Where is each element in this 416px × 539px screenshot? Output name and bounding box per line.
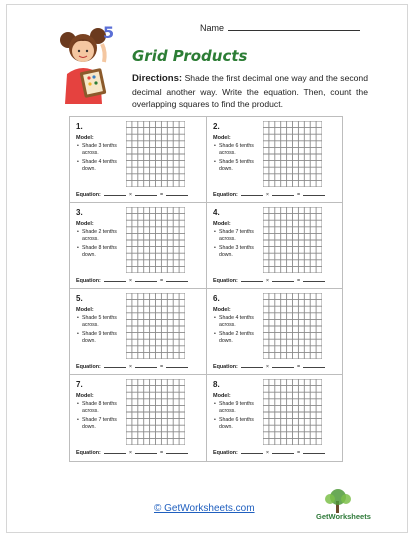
problem-number: 5. — [76, 294, 83, 303]
equation-blank-3[interactable] — [303, 449, 325, 454]
equation-blank-1[interactable] — [241, 363, 263, 368]
equation-blank-2[interactable] — [272, 449, 294, 454]
instruction-across-text: Shade 7 tenths across. — [219, 229, 254, 242]
instruction-down-text: Shade 8 tenths down. — [82, 245, 117, 258]
instruction-across-text: Shade 9 tenths across. — [219, 401, 254, 414]
hundred-grid[interactable] — [126, 293, 185, 359]
model-label: Model: — [76, 307, 94, 313]
hundred-grid[interactable] — [263, 293, 322, 359]
equation-blank-1[interactable] — [104, 277, 126, 282]
equation-blank-3[interactable] — [303, 363, 325, 368]
equals-symbol: = — [297, 450, 301, 456]
equation-blank-1[interactable] — [241, 277, 263, 282]
equation-blank-1[interactable] — [241, 191, 263, 196]
directions-text — [132, 72, 368, 111]
instruction-across: • Shade 2 tenths across. — [77, 229, 127, 243]
equation-line — [76, 277, 191, 284]
instruction-across: • Shade 6 tenths across. — [214, 143, 264, 157]
instruction-across-text: Shade 6 tenths across. — [219, 143, 254, 156]
problem-number: 8. — [213, 380, 220, 389]
instruction-across: • Shade 4 tenths across. — [214, 315, 264, 329]
times-symbol: × — [128, 450, 133, 456]
directions-label: Directions: — [132, 73, 183, 84]
instruction-across-text: Shade 3 tenths across. — [82, 143, 117, 156]
worksheet-title: Grid Products — [132, 47, 248, 65]
equation-blank-3[interactable] — [166, 449, 188, 454]
equation-blank-3[interactable] — [166, 363, 188, 368]
instruction-down: • Shade 4 tenths down. — [77, 159, 127, 173]
instruction-across-text: Shade 2 tenths across. — [82, 229, 117, 242]
instruction-across: • Shade 8 tenths across. — [77, 401, 127, 415]
problem-cell — [70, 203, 206, 289]
equation-line — [76, 363, 191, 370]
equation-label: Equation: — [76, 364, 101, 370]
instruction-down: • Shade 2 tenths down. — [214, 331, 264, 345]
problem-cell — [206, 117, 342, 203]
problem-cell — [206, 375, 342, 461]
equation-blank-3[interactable] — [166, 191, 188, 196]
name-line[interactable] — [228, 22, 360, 31]
problem-cell — [206, 289, 342, 375]
problem-number: 3. — [76, 208, 83, 217]
equation-blank-1[interactable] — [104, 449, 126, 454]
name-label: Name — [200, 23, 225, 33]
equation-blank-3[interactable] — [166, 277, 188, 282]
equation-label: Equation: — [76, 278, 101, 284]
instruction-down: • Shade 7 tenths down. — [77, 417, 127, 431]
model-label: Model: — [213, 135, 231, 141]
equals-symbol: = — [297, 364, 301, 370]
name-field[interactable] — [200, 22, 360, 33]
equation-label: Equation: — [213, 450, 238, 456]
model-label: Model: — [213, 393, 231, 399]
instruction-across-text: Shade 4 tenths across. — [219, 315, 254, 328]
equation-blank-3[interactable] — [303, 277, 325, 282]
instruction-across: • Shade 5 tenths across. — [77, 315, 127, 329]
instruction-down: • Shade 5 tenths down. — [214, 159, 264, 173]
girl-illustration — [56, 18, 120, 104]
problem-number: 4. — [213, 208, 220, 217]
equation-label: Equation: — [213, 278, 238, 284]
problem-number: 6. — [213, 294, 220, 303]
times-symbol: × — [128, 192, 133, 198]
svg-text:5: 5 — [103, 23, 115, 42]
model-label: Model: — [76, 135, 94, 141]
equation-label: Equation: — [213, 192, 238, 198]
hundred-grid[interactable] — [126, 379, 185, 445]
model-label: Model: — [76, 393, 94, 399]
times-symbol: × — [265, 364, 270, 370]
equation-blank-1[interactable] — [241, 449, 263, 454]
problem-cell — [70, 289, 206, 375]
equation-blank-1[interactable] — [104, 363, 126, 368]
equals-symbol: = — [160, 278, 164, 284]
instruction-down-text: Shade 9 tenths down. — [82, 331, 117, 344]
model-label: Model: — [76, 221, 94, 227]
instruction-across: • Shade 7 tenths across. — [214, 229, 264, 243]
times-symbol: × — [128, 278, 133, 284]
hundred-grid[interactable] — [263, 121, 322, 187]
instruction-down: • Shade 8 tenths down. — [77, 245, 127, 259]
equation-blank-2[interactable] — [135, 191, 157, 196]
equation-blank-1[interactable] — [104, 191, 126, 196]
equation-blank-2[interactable] — [272, 277, 294, 282]
equation-line — [213, 449, 328, 456]
times-symbol: × — [265, 278, 270, 284]
footer-link[interactable]: © GetWorksheets.com — [154, 503, 255, 514]
directions-body: Shade the first decimal one way and the second decimal another way. Write the equation. Then, count the overlapping squares to find the product. — [132, 73, 368, 109]
hundred-grid[interactable] — [263, 379, 322, 445]
equation-blank-2[interactable] — [272, 363, 294, 368]
instruction-down: • Shade 9 tenths down. — [77, 331, 127, 345]
instruction-down-text: Shade 7 tenths down. — [82, 417, 117, 430]
equation-line — [213, 277, 328, 284]
equation-line — [213, 191, 328, 198]
instruction-across: • Shade 3 tenths across. — [77, 143, 127, 157]
equals-symbol: = — [297, 278, 301, 284]
instruction-down-text: Shade 2 tenths down. — [219, 331, 254, 344]
instruction-across-text: Shade 5 tenths across. — [82, 315, 117, 328]
equation-label: Equation: — [76, 450, 101, 456]
instruction-down: • Shade 6 tenths down. — [214, 417, 264, 431]
hundred-grid[interactable] — [263, 207, 322, 273]
equation-line — [76, 449, 191, 456]
equals-symbol: = — [160, 192, 164, 198]
equation-line — [76, 191, 191, 198]
logo-text: GetWorksheets — [316, 512, 371, 521]
instruction-down: • Shade 3 tenths down. — [214, 245, 264, 259]
instruction-down-text: Shade 5 tenths down. — [219, 159, 254, 172]
instruction-across-text: Shade 8 tenths across. — [82, 401, 117, 414]
instruction-down-text: Shade 4 tenths down. — [82, 159, 117, 172]
problems-grid — [69, 116, 343, 462]
equation-blank-2[interactable] — [272, 191, 294, 196]
instruction-across: • Shade 9 tenths across. — [214, 401, 264, 415]
times-symbol: × — [265, 450, 270, 456]
equals-symbol: = — [297, 192, 301, 198]
times-symbol: × — [128, 364, 133, 370]
equation-label: Equation: — [213, 364, 238, 370]
problem-cell — [206, 203, 342, 289]
model-label: Model: — [213, 221, 231, 227]
equals-symbol: = — [160, 450, 164, 456]
model-label: Model: — [213, 307, 231, 313]
equation-blank-2[interactable] — [135, 277, 157, 282]
hundred-grid[interactable] — [126, 121, 185, 187]
instruction-down-text: Shade 3 tenths down. — [219, 245, 254, 258]
problem-number: 2. — [213, 122, 220, 131]
hundred-grid[interactable] — [126, 207, 185, 273]
problem-cell — [70, 117, 206, 203]
problem-number: 7. — [76, 380, 83, 389]
equals-symbol: = — [160, 364, 164, 370]
equation-label: Equation: — [76, 192, 101, 198]
equation-blank-2[interactable] — [135, 449, 157, 454]
equation-blank-3[interactable] — [303, 191, 325, 196]
problem-cell — [70, 375, 206, 461]
equation-blank-2[interactable] — [135, 363, 157, 368]
instruction-down-text: Shade 6 tenths down. — [219, 417, 254, 430]
problem-number: 1. — [76, 122, 83, 131]
times-symbol: × — [265, 192, 270, 198]
equation-line — [213, 363, 328, 370]
